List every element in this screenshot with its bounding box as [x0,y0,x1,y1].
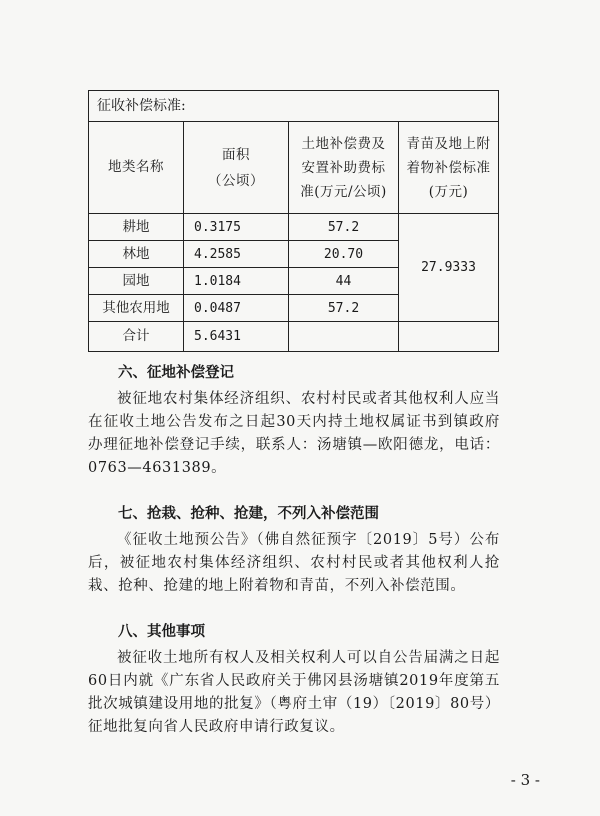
section-7-body-block [88,529,500,598]
empty-cell [399,322,499,352]
row-fee: 57.2 [289,295,399,322]
row-name: 园地 [89,268,184,295]
section-7-title: 七、抢栽、抢种、抢建，不列入补偿范围 [118,506,379,522]
row-fee: 44 [289,268,399,295]
row-name: 其他农用地 [89,295,184,322]
row-area: 0.3175 [184,214,289,241]
section-8-body-block [88,647,500,739]
header-land-fee: 土地补偿费及安置补助费标准(万元/公顷) [289,122,399,214]
table-row [89,214,499,241]
header-category: 地类名称 [89,122,184,214]
empty-cell [289,322,399,352]
row-fee: 20.70 [289,241,399,268]
page-number: - 3 - [510,771,540,789]
section-8-body: 被征收土地所有权人及相关权利人可以自公告届满之日起60日内就《广东省人民政府关于佛冈县汤塘镇2019年度第五批次城镇建设用地的批复》（粤府土审（19）〔2019〕80号）征地批复向省人民政府申请行政复议。 [88,650,500,735]
header-crop-fee: 青苗及地上附着物补偿标准(万元) [399,122,499,214]
row-area: 4.2585 [184,241,289,268]
row-area: 1.0184 [184,268,289,295]
section-6-body-block [88,388,500,480]
total-area: 5.6431 [184,322,289,352]
header-area [184,122,289,214]
total-row [89,322,499,352]
section-7-body: 《征收土地预公告》（佛自然征预字〔2019〕5号）公布后，被征地农村集体经济组织、农村村民或者其他权利人抢栽、抢种、抢建的地上附着物和青苗，不列入补偿范围。 [88,532,500,594]
row-area: 0.0487 [184,295,289,322]
row-fee: 57.2 [289,214,399,241]
crop-value-cell: 27.9333 [399,214,499,322]
table-caption: 征收补偿标准: [89,91,499,122]
row-name: 耕地 [89,214,184,241]
section-6-title: 六、征地补偿登记 [118,365,234,381]
total-label: 合计 [89,322,184,352]
row-name: 林地 [89,241,184,268]
compensation-table [88,90,499,352]
section-6-body: 被征地农村集体经济组织、农村村民或者其他权利人应当在征收土地公告发布之日起30天内持土地权属证书到镇政府办理征地补偿登记手续，联系人：汤塘镇—欧阳德龙，电话：0763—4631389。 [88,391,500,476]
section-8-title: 八、其他事项 [118,624,205,640]
header-area-label: 面积 （公顷） [208,146,264,189]
